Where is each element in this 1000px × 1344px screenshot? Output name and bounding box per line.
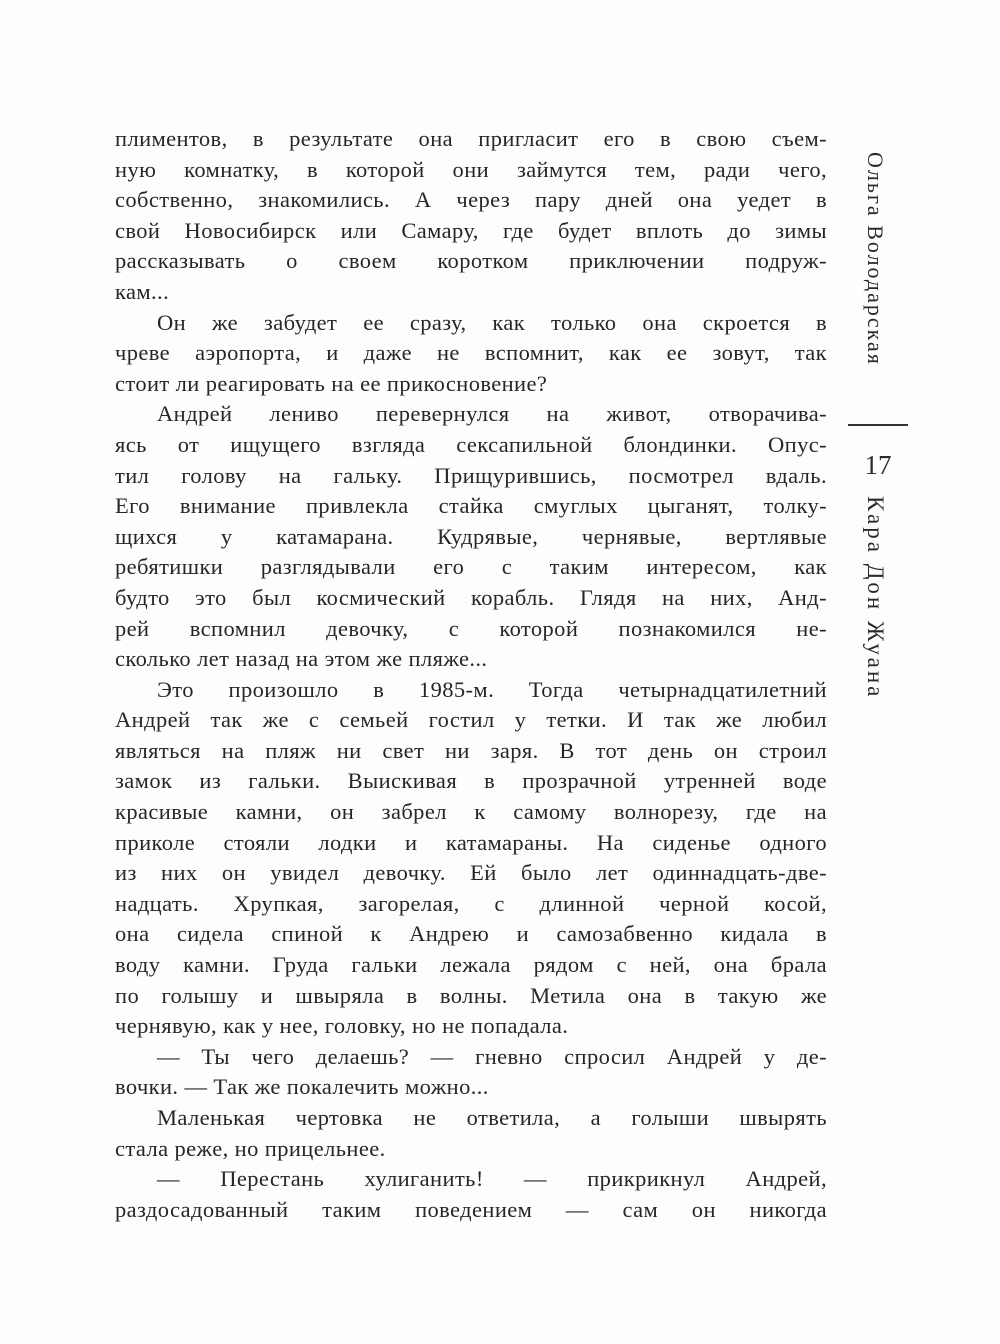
text-line: сколько лет назад на этом же пляже... — [115, 646, 488, 672]
text-line: по голышу и швыряла в волны. Метила она в такую же — [115, 982, 827, 1008]
text-line: чернявую, как у нее, головку, но не попадала. — [115, 1013, 569, 1039]
text-line: ную комнатку, в которой они займутся тем, ради чего, — [115, 156, 827, 182]
text-line: красивые камни, он забрел к самому волнорезу, где на — [115, 799, 827, 825]
text-line: она сидела спиной к Андрею и самозабвенно кидала в — [115, 921, 827, 947]
text-block — [115, 124, 827, 1225]
text-line: Андрей так же с семьей гостил у тетки. И так же любил — [115, 707, 827, 733]
text-line: собственно, знакомились. А через пару дней она уедет в — [115, 187, 827, 213]
text-line: ребятишки разглядывали его с таким интересом, как — [115, 554, 827, 580]
text-line: ясь от ищущего взгляда сексапильной блондинки. Опус- — [115, 431, 827, 457]
text-line: Андрей лениво перевернулся на живот, отворачива- — [157, 401, 827, 427]
text-line: — Перестань хулиганить! — прикрикнул Андрей, — [157, 1166, 827, 1192]
text-line: являться на пляж ни свет ни заря. В тот день он строил — [115, 737, 827, 763]
page-number: 17 — [864, 450, 892, 480]
book-title: Кара Дон Жуана — [863, 496, 888, 700]
text-line: стала реже, но прицельнее. — [115, 1135, 386, 1161]
text-line: будто это был космический корабль. Глядя на них, Анд- — [115, 584, 827, 610]
text-line: щихся у катамарана. Кудрявые, чернявые, вертлявые — [115, 523, 827, 549]
text-line: Его внимание привлекла стайка смуглых цыганят, толку- — [115, 493, 827, 519]
text-line: вочки. — Так же покалечить можно... — [115, 1074, 489, 1100]
text-line: чреве аэропорта, и даже не вспомнит, как ее зовут, так — [115, 340, 827, 366]
text-line: тил голову на гальку. Прищурившись, посмотрел вдаль. — [115, 462, 827, 488]
author-name: Ольга Володарская — [863, 152, 888, 366]
text-line: плиментов, в результате она пригласит его в свою съем- — [115, 126, 827, 151]
text-line: надцать. Хрупкая, загорелая, с длинной черной косой, — [115, 890, 827, 916]
text-line: воду камни. Груда гальки лежала рядом с ней, она брала — [115, 952, 827, 978]
text-line: Маленькая чертовка не ответила, а голыши швырять — [157, 1105, 827, 1130]
text-line: свой Новосибирск или Самару, где будет вплоть до зимы — [115, 217, 827, 243]
text-line: Это произошло в 1985-м. Тогда четырнадцатилетний — [157, 676, 827, 702]
text-line: кам... — [115, 278, 170, 304]
text-line: стоит ли реагировать на ее прикосновение? — [115, 370, 548, 396]
margin-column — [840, 0, 920, 1344]
divider-rule — [848, 424, 908, 426]
text-line: Он же забудет ее сразу, как только она скроется в — [157, 309, 827, 335]
text-line: рассказывать о своем коротком приключении подруж- — [115, 248, 827, 274]
text-line: приколе стояли лодки и катамараны. На сиденье одного — [115, 829, 827, 855]
text-line: рей вспомнил девочку, с которой познакомился не- — [115, 615, 827, 641]
text-line: из них он увидел девочку. Ей было лет одиннадцать-две- — [115, 860, 827, 886]
text-line: замок из гальки. Выискивая в прозрачной утренней воде — [115, 768, 827, 794]
text-line: раздосадованный таким поведением — сам он никогда — [115, 1196, 827, 1222]
text-line: — Ты чего делаешь? — гневно спросил Андрей у де- — [157, 1043, 827, 1069]
